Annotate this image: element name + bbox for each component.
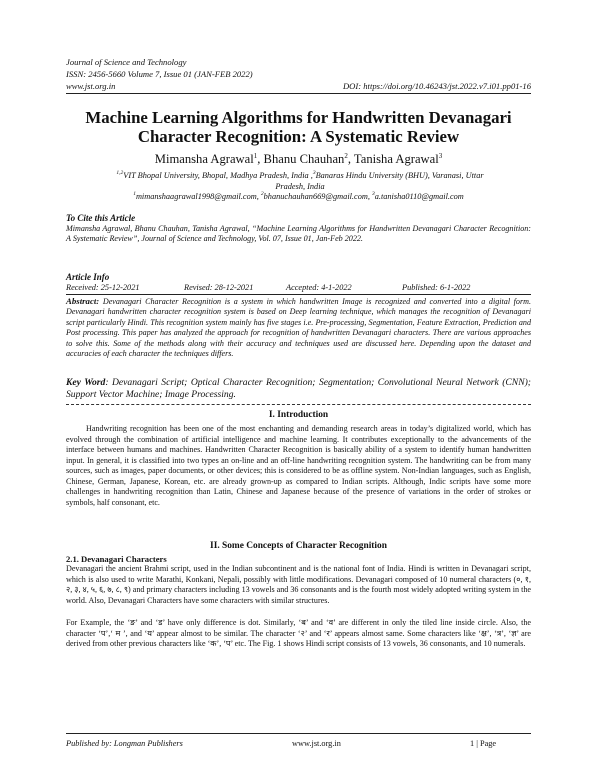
cite-text: Mimansha Agrawal, Bhanu Chauhan, Tanisha Agrawal, “Machine Learning Algorithms for Handwritten Devanagari Character Recognition: A Systematic Review”, Journal of Science and Technology, Vol. 07, Issue 01, Jan-Feb 2022. — [66, 224, 531, 244]
keywords — [66, 377, 531, 400]
author-3: Tanisha Agrawal — [353, 152, 439, 167]
email-1[interactable]: mimanshaagrawal1998@gmail.com, — [135, 191, 261, 201]
footer-page-number: 1 | Page — [470, 739, 497, 748]
title-line-1: Machine Learning Algorithms for Handwritten Devanagari — [85, 108, 512, 127]
abstract — [66, 296, 531, 359]
section-2-para-1: Devanagari the ancient Brahmi script, used in the Indian subcontinent and is the national font of India. Hindi is written in Devanagari script, which is also used to write Marathi, Konkani, Nepali, possibly with little modifications. Devanagari composed of 10 numeral characters (०, १, २, ३, ४, ५, ६, ७, ८, ९) and primary characters including 13 vowels and 36 consonants and is the fourth most widely adopted writing system in the world. Also, Devanagari Characters have some characters with similar structures. — [66, 564, 531, 605]
footer-publisher: Published by: Longman Publishers — [66, 739, 183, 748]
author-3-sup: 3 — [438, 152, 443, 160]
email-3[interactable]: a.tanisha0110@gmail.com — [374, 191, 464, 201]
info-rule — [66, 294, 531, 295]
email-sup-1: 1 — [133, 191, 136, 197]
section-1-text: Handwriting recognition has been one of the most enchanting and demanding research areas in today’s digitalized world, which has evolved through the combination of artificial intelligence and machine learning. It contributes exceptionally to the advancements of the interface between humans and machines. Handwritten Character Recognition is basically ability of a system to identify human handwritten input. In general, it is classified into two types an on-line and an off-line handwriting recognition system. The handwriting can be from many sources, such as images, paper documents, or other devices; this is considered to be as offline system. Non-Indian languages, such as English, Chinese, German, Japanese, Korean, etc. are already grown-up as compared to Indian scripts. Although, Indic scripts have some more challenges in handwriting recognition than Latin, Chinese and Japanese because of the presence of variations in the order of strokes or symbols, half consonant, etc. — [66, 424, 531, 507]
author-1: Mimansha Agrawal — [154, 152, 254, 167]
keywords-label: Key Word — [66, 377, 106, 388]
author-2-sup: 2 — [344, 152, 348, 160]
section-2-heading: II. Some Concepts of Character Recognition — [210, 541, 387, 551]
email-2[interactable]: bhanuchauhan669@gmail.com, — [263, 191, 372, 201]
author-emails — [66, 191, 531, 201]
cite-heading: To Cite this Article — [66, 213, 136, 223]
title-line-2: Character Recognition: A Systematic Review — [137, 127, 460, 146]
affil-3: Pradesh, India — [275, 181, 325, 191]
email-sup-3: 3 — [371, 191, 375, 197]
email-sup-2: 2 — [260, 191, 264, 197]
header-website[interactable]: www.jst.org.in — [66, 81, 116, 91]
revised-date: Revised: 28-12-2021 — [184, 283, 254, 292]
article-info-heading: Article Info — [66, 272, 110, 282]
affiliations — [80, 168, 520, 192]
affil-1: VIT Bhopal University, Bhopal, Madhya Pradesh, India , — [123, 170, 313, 180]
received-date: Received: 25-12-2021 — [66, 283, 140, 292]
header-rule — [66, 93, 531, 94]
header-doi[interactable]: DOI: https://doi.org/10.46243/jst.2022.v7.i01.pp01-16 — [342, 81, 531, 91]
footer-website[interactable]: www.jst.org.in — [292, 739, 341, 748]
affil-2: Banaras Hindu University (BHU), Varanasi, Uttar — [315, 170, 484, 180]
section-1-heading: I. Introduction — [268, 410, 329, 420]
author-1-sup: 1 — [253, 152, 258, 160]
author-2: Bhanu Chauhan — [263, 152, 345, 167]
header-row — [66, 81, 531, 91]
subsection-2-1-heading: 2.1. Devanagari Characters — [66, 554, 167, 564]
affil-sup-12: 1,2 — [116, 170, 124, 176]
abstract-text: Devanagari Character Recognition is a system in which handwritten Image is recognized and converted into a digital form. Devanagari handwritten character recognition system is based on Deep learning technique, which manages the recognition of Devanagari script particularly Hindi. This recognition system mainly has five stages i.e. Pre-processing, Segmentation, Feature Extraction, Prediction and Post processing. This paper has analyzed the approach for recognition of handwritten Devanagari characters. There are various approaches to solve this. Some of the methods along with their accuracy and techniques used are discussed here. Depending upon the dataset and accuracies of each character the techniques differs. — [66, 297, 531, 359]
section-2-para-2: For Example, the ‘ङ’ and ‘ड’ have only difference is dot. Similarly, ‘ब’ and ‘व’ are different in only the tiled line inside circle. Also, the character ‘प’,‘ म ’, and ‘य’ appear almost to be similar. The character ‘२’ and ‘र’ appears almost same. Some characters like ‘क्ष’, ‘त्र’, ‘ज्ञ’ are derived from other previous characters like ‘क’, ‘प’ etc. The Fig. 1 shows Hindi script consists of 13 vowels, 36 consonants, and 10 numerals. — [66, 618, 531, 648]
affil-sup-3: 3 — [312, 170, 316, 176]
journal-name: Journal of Science and Technology — [66, 57, 187, 67]
accepted-date: Accepted: 4-1-2022 — [286, 283, 352, 292]
keywords-rule — [66, 404, 531, 405]
keywords-text: : Devanagari Script; Optical Character Recognition; Segmentation; Convolutional Neural Network (CNN); Support Vector Machine; Image Processing. — [66, 377, 531, 400]
published-date: Published: 6-1-2022 — [402, 283, 471, 292]
paper-title — [66, 108, 531, 146]
issn-line: ISSN: 2456-5660 Volume 7, Issue 01 (JAN-FEB 2022) — [66, 69, 253, 79]
author-list: Mimansha Agrawal$^1$, Bhanu Chauhan$^2$, Tanisha Agrawal$^3$ — [154, 152, 443, 167]
footer-rule — [66, 733, 531, 734]
abstract-label: Abstract: — [66, 296, 100, 306]
